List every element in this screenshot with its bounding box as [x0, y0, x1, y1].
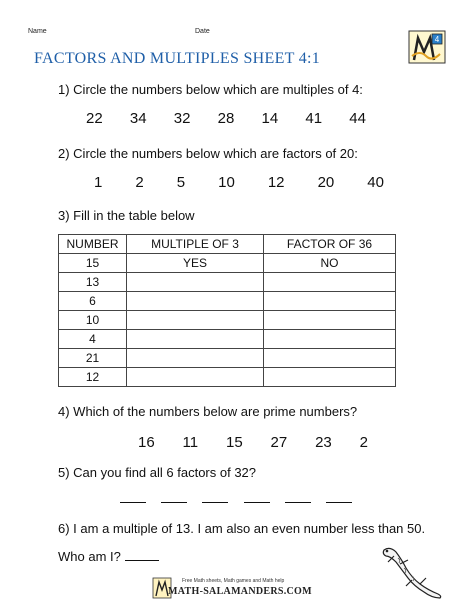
factor-of-36-cell[interactable] [264, 292, 396, 311]
table-header-row [59, 235, 396, 254]
logo-grade-label: 4 [434, 35, 440, 44]
q4-number[interactable]: 27 [270, 434, 288, 451]
header-factor-of-36: FACTOR OF 36 [264, 235, 396, 254]
q2-number[interactable]: 2 [135, 174, 144, 191]
table-row [59, 311, 396, 330]
q1-number[interactable]: 44 [349, 110, 366, 127]
row-number: 4 [59, 330, 127, 349]
question-6: 6) I am a multiple of 13. I am also an even number less than 50. [58, 521, 426, 536]
q1-number[interactable]: 32 [173, 110, 191, 127]
row-number: 10 [59, 311, 127, 330]
factor-of-36-cell[interactable] [264, 330, 396, 349]
factor-multiple-table [58, 234, 396, 387]
factor-of-36-cell[interactable] [264, 273, 396, 292]
row-number: 13 [59, 273, 127, 292]
multiple-of-3-cell[interactable] [127, 368, 264, 387]
who-am-i-line [58, 548, 159, 564]
question-5: 5) Can you find all 6 factors of 32? [58, 465, 257, 480]
q4-number[interactable]: 15 [225, 434, 243, 451]
header-multiple-of-3: MULTIPLE OF 3 [127, 235, 264, 254]
q1-number[interactable]: 34 [129, 110, 147, 127]
answer-blank[interactable] [285, 492, 311, 503]
question-4: 4) Which of the numbers below are prime numbers? [58, 404, 358, 419]
table-row [59, 254, 396, 273]
q2-number[interactable]: 40 [367, 174, 384, 191]
header-number: NUMBER [59, 235, 127, 254]
q2-number-row [94, 174, 384, 191]
row-number: 15 [59, 254, 127, 273]
factor-of-36-cell[interactable] [264, 368, 396, 387]
multiple-of-3-cell[interactable]: YES [127, 254, 264, 273]
who-am-i-label: Who am I? [58, 549, 121, 564]
q1-number[interactable]: 28 [217, 110, 235, 127]
multiple-of-3-cell[interactable] [127, 292, 264, 311]
answer-blank[interactable] [202, 492, 228, 503]
footer-brand[interactable]: MATH-SALAMANDERS.COM [168, 586, 312, 597]
table-row [59, 349, 396, 368]
table-row [59, 330, 396, 349]
multiple-of-3-cell[interactable] [127, 330, 264, 349]
answer-blank[interactable] [244, 492, 270, 503]
footer-tagline: Free Math sheets, Math games and Math help [182, 578, 285, 584]
q1-number-row [86, 110, 366, 127]
date-label: Date [195, 28, 210, 35]
q2-number[interactable]: 1 [94, 174, 103, 191]
row-number: 12 [59, 368, 127, 387]
factor-of-36-cell[interactable] [264, 349, 396, 368]
name-label: Name [28, 28, 47, 35]
multiple-of-3-cell[interactable] [127, 349, 264, 368]
table-row [59, 292, 396, 311]
table-row [59, 368, 396, 387]
q4-number[interactable]: 11 [182, 434, 199, 451]
answer-blank[interactable] [120, 492, 146, 503]
q6-answer-blank[interactable] [125, 548, 159, 561]
q5-answer-blanks [120, 492, 352, 503]
question-1: 1) Circle the numbers below which are multiples of 4: [58, 82, 363, 97]
answer-blank[interactable] [161, 492, 187, 503]
multiple-of-3-cell[interactable] [127, 273, 264, 292]
question-3: 3) Fill in the table below [58, 208, 195, 223]
q2-number[interactable]: 5 [176, 174, 186, 191]
salamander-illustration [376, 542, 446, 602]
row-number: 21 [59, 349, 127, 368]
q4-number[interactable]: 23 [315, 434, 332, 451]
q1-number[interactable]: 22 [86, 110, 103, 127]
factor-of-36-cell[interactable] [264, 311, 396, 330]
answer-blank[interactable] [326, 492, 352, 503]
row-number: 6 [59, 292, 127, 311]
multiple-of-3-cell[interactable] [127, 311, 264, 330]
q1-number[interactable]: 41 [305, 110, 323, 127]
q2-number[interactable]: 20 [317, 174, 335, 191]
worksheet-title: FACTORS AND MULTIPLES SHEET 4:1 [34, 50, 321, 67]
q2-number[interactable]: 10 [218, 174, 235, 191]
q4-number-row [138, 434, 368, 451]
math-salamanders-logo [408, 30, 446, 64]
table-row [59, 273, 396, 292]
question-2: 2) Circle the numbers below which are factors of 20: [58, 146, 358, 161]
q4-number[interactable]: 2 [359, 434, 368, 451]
q4-number[interactable]: 16 [138, 434, 155, 451]
q1-number[interactable]: 14 [261, 110, 279, 127]
factor-of-36-cell[interactable]: NO [264, 254, 396, 273]
q2-number[interactable]: 12 [267, 174, 285, 191]
